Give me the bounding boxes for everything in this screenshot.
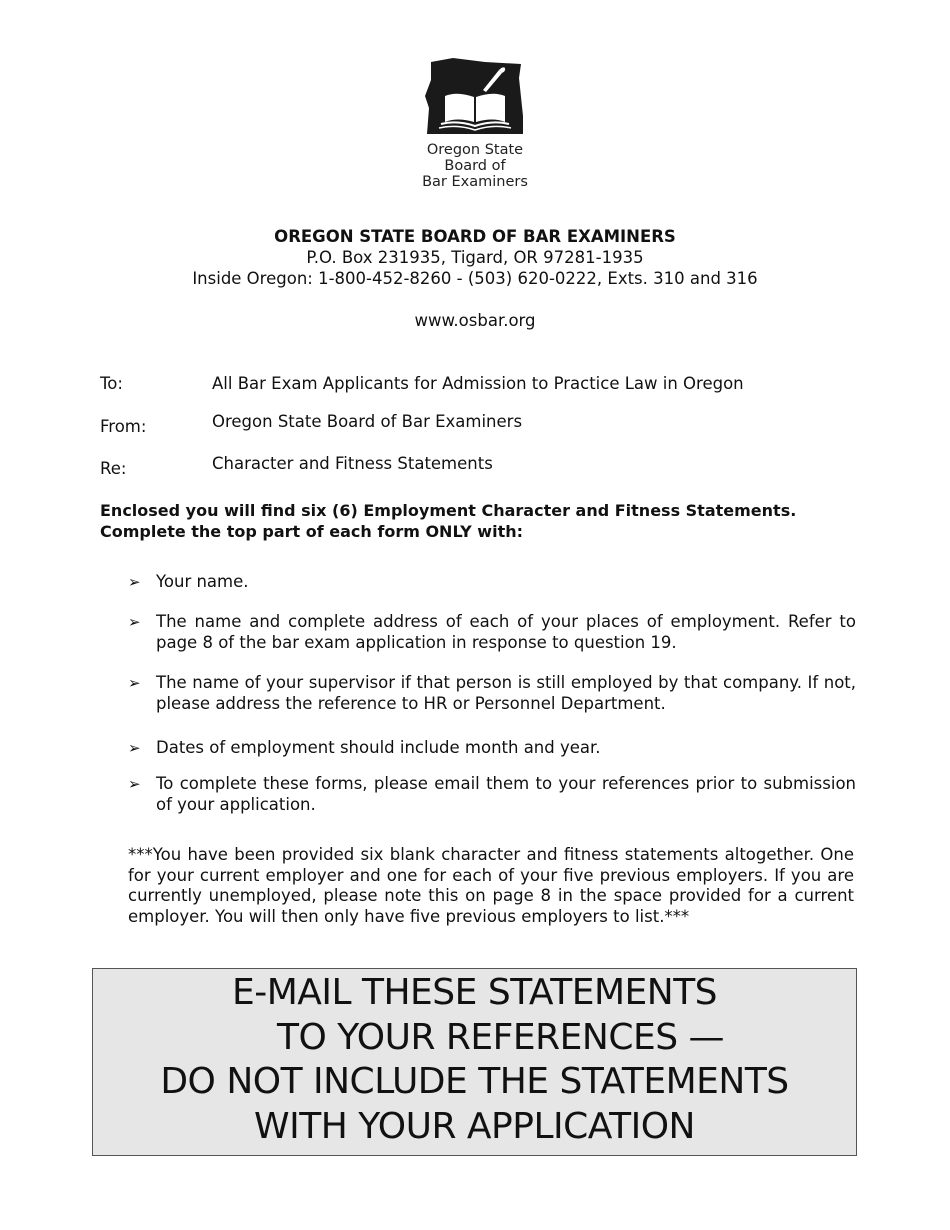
memo-to-value: All Bar Exam Applicants for Admission to Practice Law in Oregon <box>212 374 744 393</box>
memo-re-value: Character and Fitness Statements <box>212 454 493 473</box>
employer-note: ***You have been provided six blank character and fitness statements altogether. One for your current employer and one for each of your five previous employers. If you are currently unemployed, please note this on page 8 in the space provided for a current employer. You will then only have five previous employers to list.*** <box>128 845 854 926</box>
arrow-bullet-icon: ➢ <box>128 739 141 757</box>
org-phone: Inside Oregon: 1-800-452-8260 - (503) 620-0222, Exts. 310 and 316 <box>192 269 758 288</box>
email-warning-banner <box>92 968 857 1156</box>
list-item <box>128 572 856 593</box>
list-item <box>128 612 856 653</box>
intro-line-2: Complete the top part of each form ONLY with: <box>100 522 524 541</box>
list-item-text: The name of your supervisor if that person is still employed by that company. If not, please address the reference to HR or Personnel Department. <box>156 673 856 713</box>
arrow-bullet-icon: ➢ <box>128 613 141 631</box>
arrow-bullet-icon: ➢ <box>128 573 141 591</box>
list-item-text: The name and complete address of each of your places of employment. Refer to page 8 of the bar exam application in response to question 19. <box>156 612 856 652</box>
intro-text <box>100 500 860 542</box>
list-item <box>128 673 856 714</box>
memo-to-label: To: <box>100 374 123 393</box>
list-item-text: Dates of employment should include month and year. <box>156 738 601 757</box>
org-website-link[interactable]: www.osbar.org <box>414 311 536 330</box>
banner-line-3: DO NOT INCLUDE THE STATEMENTS <box>160 1061 789 1102</box>
org-name: OREGON STATE BOARD OF BAR EXAMINERS <box>274 227 676 246</box>
list-item-text: Your name. <box>156 572 249 591</box>
memo-re-label: Re: <box>100 459 127 478</box>
arrow-bullet-icon: ➢ <box>128 674 141 692</box>
oregon-book-quill-icon <box>423 56 527 136</box>
intro-line-1: Enclosed you will find six (6) Employment Character and Fitness Statements. <box>100 501 797 520</box>
memo-from-value: Oregon State Board of Bar Examiners <box>212 412 523 431</box>
list-item <box>128 738 856 759</box>
logo-text <box>400 142 550 190</box>
memo-from-label: From: <box>100 417 147 436</box>
list-item-text: To complete these forms, please email them to your references prior to submission of your application. <box>156 774 856 814</box>
logo <box>400 56 550 190</box>
list-item <box>128 774 856 815</box>
letterhead <box>0 226 950 331</box>
logo-line-2: Board of <box>444 158 506 174</box>
org-address: P.O. Box 231935, Tigard, OR 97281-1935 <box>306 248 644 267</box>
arrow-bullet-icon: ➢ <box>128 775 141 793</box>
logo-line-3: Bar Examiners <box>422 174 528 190</box>
banner-line-2: TO YOUR REFERENCES — <box>276 1016 724 1058</box>
banner-line-1: E-MAIL THESE STATEMENTS <box>231 972 718 1013</box>
logo-line-1: Oregon State <box>426 142 524 158</box>
banner-line-4: WITH YOUR APPLICATION <box>254 1105 695 1147</box>
